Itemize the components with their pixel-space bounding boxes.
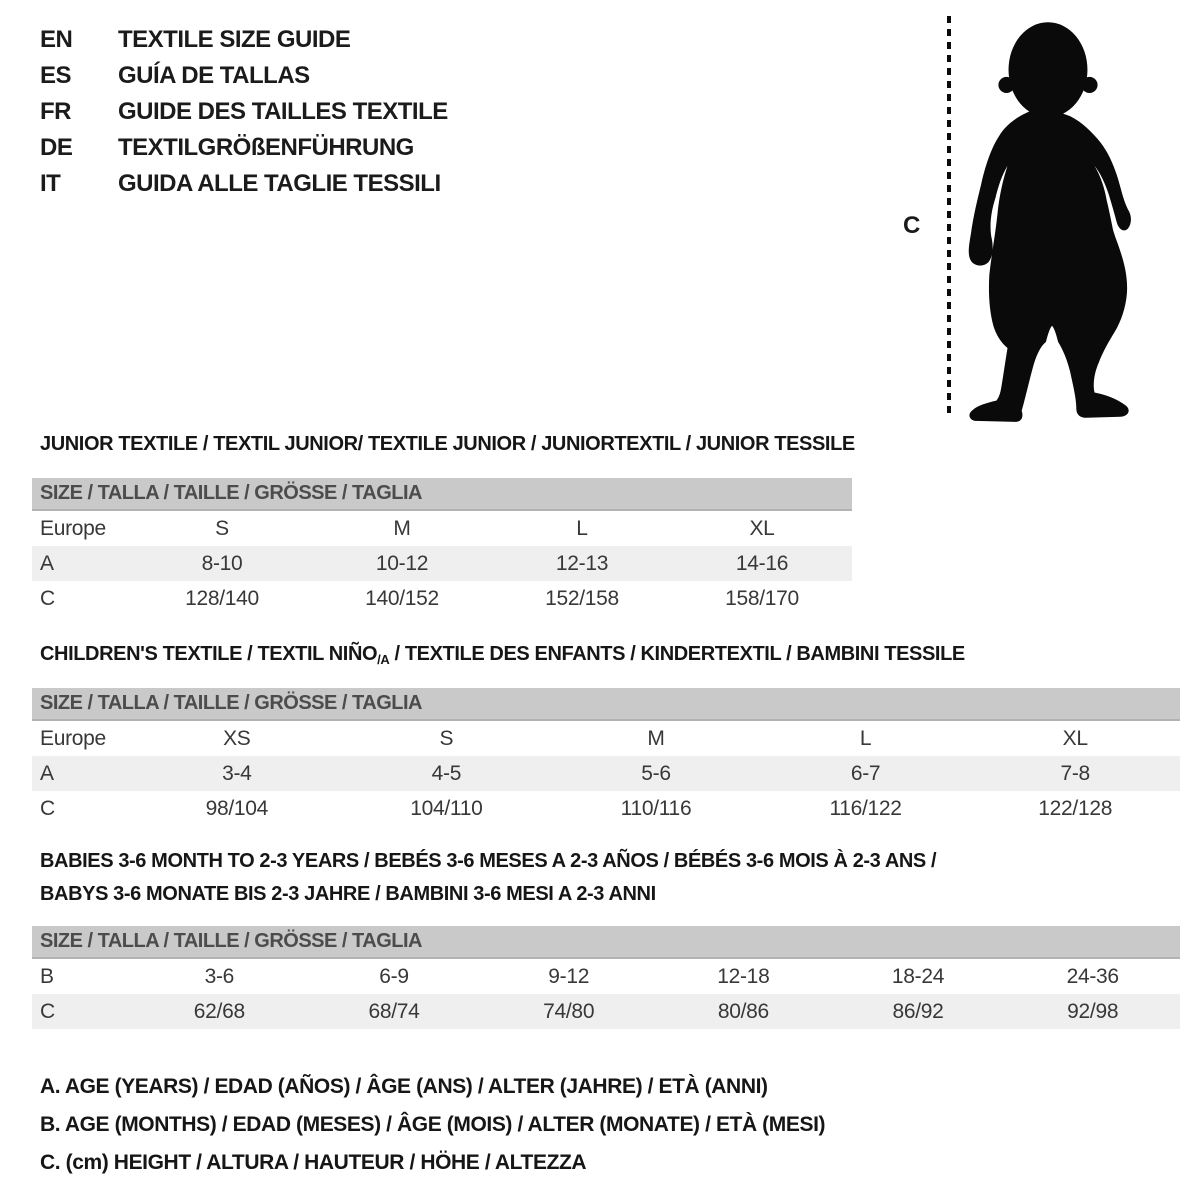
- age-cell: 12-13: [555, 551, 609, 575]
- language-guide-title: GUÍA DE TALLAS: [118, 62, 310, 89]
- babies-section-title: [40, 845, 936, 911]
- language-guide-title: GUIDA ALLE TAGLIE TESSILI: [118, 170, 441, 197]
- table-row-europe: [32, 721, 1180, 756]
- children-table-size-header: SIZE / TALLA / TAILLE / GRÖSSE / TAGLIA: [32, 688, 1180, 721]
- table-row-height: [32, 994, 1180, 1029]
- language-row-fr: [40, 94, 448, 130]
- height-cell: 104/110: [410, 796, 483, 820]
- age-cell: 12-18: [717, 964, 770, 988]
- children-size-table: [32, 688, 1180, 826]
- language-row-de: [40, 130, 448, 166]
- children-title-subscript: /A: [377, 652, 390, 667]
- table-row-age: [32, 756, 1180, 791]
- legend-line-age-years: A. AGE (YEARS) / EDAD (AÑOS) / ÂGE (ANS) / ALTER (JAHRE) / ETÀ (ANNI): [40, 1075, 768, 1098]
- language-code: IT: [40, 170, 61, 197]
- size-cell: S: [215, 516, 229, 540]
- height-measure-label: C: [903, 212, 921, 239]
- age-cell: 6-7: [850, 761, 881, 785]
- height-cell: 80/86: [717, 999, 769, 1023]
- height-cell: 86/92: [892, 999, 944, 1023]
- measurement-legend: [40, 1068, 825, 1182]
- age-cell: 9-12: [548, 964, 590, 988]
- babies-table-size-header: SIZE / TALLA / TAILLE / GRÖSSE / TAGLIA: [32, 926, 1180, 959]
- size-cell: L: [859, 726, 872, 750]
- children-title-pre: CHILDREN'S TEXTILE / TEXTIL NIÑO: [40, 643, 378, 665]
- language-guide-title: GUIDE DES TAILLES TEXTILE: [118, 98, 448, 125]
- row-label: Europe: [40, 516, 106, 540]
- junior-section-title: JUNIOR TEXTILE / TEXTIL JUNIOR/ TEXTILE JUNIOR / JUNIORTEXTIL / JUNIOR TESSILE: [40, 433, 855, 455]
- language-title-list: [40, 22, 448, 202]
- height-cell: 110/116: [620, 796, 692, 820]
- language-code: DE: [40, 134, 73, 161]
- junior-table-size-header: SIZE / TALLA / TAILLE / GRÖSSE / TAGLIA: [32, 478, 852, 511]
- height-cell: 152/158: [545, 586, 619, 610]
- size-cell: M: [393, 516, 411, 540]
- language-guide-title: TEXTILGRÖßENFÜHRUNG: [118, 134, 414, 161]
- language-row-it: [40, 166, 448, 202]
- age-cell: 18-24: [891, 964, 945, 988]
- table-row-europe: [32, 511, 852, 546]
- height-cell: 68/74: [368, 999, 420, 1023]
- row-label: C: [40, 796, 55, 820]
- babies-title-line2: BABYS 3-6 MONATE BIS 2-3 JAHRE / BAMBINI 3-6 MESI A 2-3 ANNI: [40, 883, 656, 905]
- age-cell: 5-6: [641, 761, 671, 785]
- height-cell: 122/128: [1038, 796, 1113, 820]
- height-cell: 92/98: [1067, 999, 1119, 1023]
- age-cell: 4-5: [431, 761, 462, 785]
- age-cell: 6-9: [379, 964, 409, 988]
- language-code: FR: [40, 98, 71, 125]
- row-label: C: [40, 999, 55, 1023]
- age-cell: 8-10: [201, 551, 243, 575]
- table-row-height: [32, 791, 1180, 826]
- age-cell: 14-16: [735, 551, 789, 575]
- height-cell: 140/152: [365, 586, 439, 610]
- language-row-es: [40, 58, 448, 94]
- height-cell: 98/104: [205, 796, 269, 820]
- size-cell: L: [576, 516, 588, 540]
- table-row-height: [32, 581, 852, 616]
- junior-size-table: [32, 478, 852, 616]
- row-label: B: [40, 964, 54, 988]
- babies-title-line1: BABIES 3-6 MONTH TO 2-3 YEARS / BEBÉS 3-6 MESES A 2-3 AÑOS / BÉBÉS 3-6 MOIS À 2-3 ANS /: [40, 850, 937, 872]
- table-row-age-months: [32, 959, 1180, 994]
- age-cell: 3-4: [222, 761, 252, 785]
- age-cell: 3-6: [204, 964, 235, 988]
- row-label: A: [40, 551, 54, 575]
- language-guide-title: TEXTILE SIZE GUIDE: [118, 26, 351, 53]
- row-label: Europe: [40, 726, 106, 750]
- legend-line-height-cm: C. (cm) HEIGHT / ALTURA / HAUTEUR / HÖHE / ALTEZZA: [40, 1151, 587, 1174]
- height-cell: 74/80: [543, 999, 595, 1023]
- size-cell: S: [439, 726, 454, 750]
- height-cell: 128/140: [185, 586, 259, 610]
- language-row-en: [40, 22, 448, 58]
- age-cell: 24-36: [1066, 964, 1119, 988]
- height-cell: 62/68: [193, 999, 245, 1023]
- table-row-age: [32, 546, 852, 581]
- height-cell: 116/122: [829, 796, 902, 820]
- babies-size-table: [32, 926, 1180, 1029]
- size-cell: XS: [223, 726, 251, 750]
- size-cell: M: [647, 726, 665, 750]
- legend-line-age-months: B. AGE (MONTHS) / EDAD (MESES) / ÂGE (MOIS) / ALTER (MONATE) / ETÀ (MESI): [40, 1113, 826, 1136]
- children-section-title: [40, 643, 965, 667]
- age-cell: 10-12: [375, 551, 429, 575]
- row-label: A: [40, 761, 54, 785]
- size-cell: XL: [1062, 726, 1088, 750]
- age-cell: 7-8: [1060, 761, 1090, 785]
- language-code: ES: [40, 62, 72, 89]
- height-cell: 158/170: [725, 586, 799, 610]
- size-cell: XL: [749, 516, 775, 540]
- language-code: EN: [40, 26, 73, 53]
- toddler-silhouette-icon: [963, 12, 1135, 427]
- height-dashed-line: [947, 16, 951, 416]
- row-label: C: [40, 586, 55, 610]
- children-title-post: / TEXTILE DES ENFANTS / KINDERTEXTIL / BAMBINI TESSILE: [389, 643, 965, 665]
